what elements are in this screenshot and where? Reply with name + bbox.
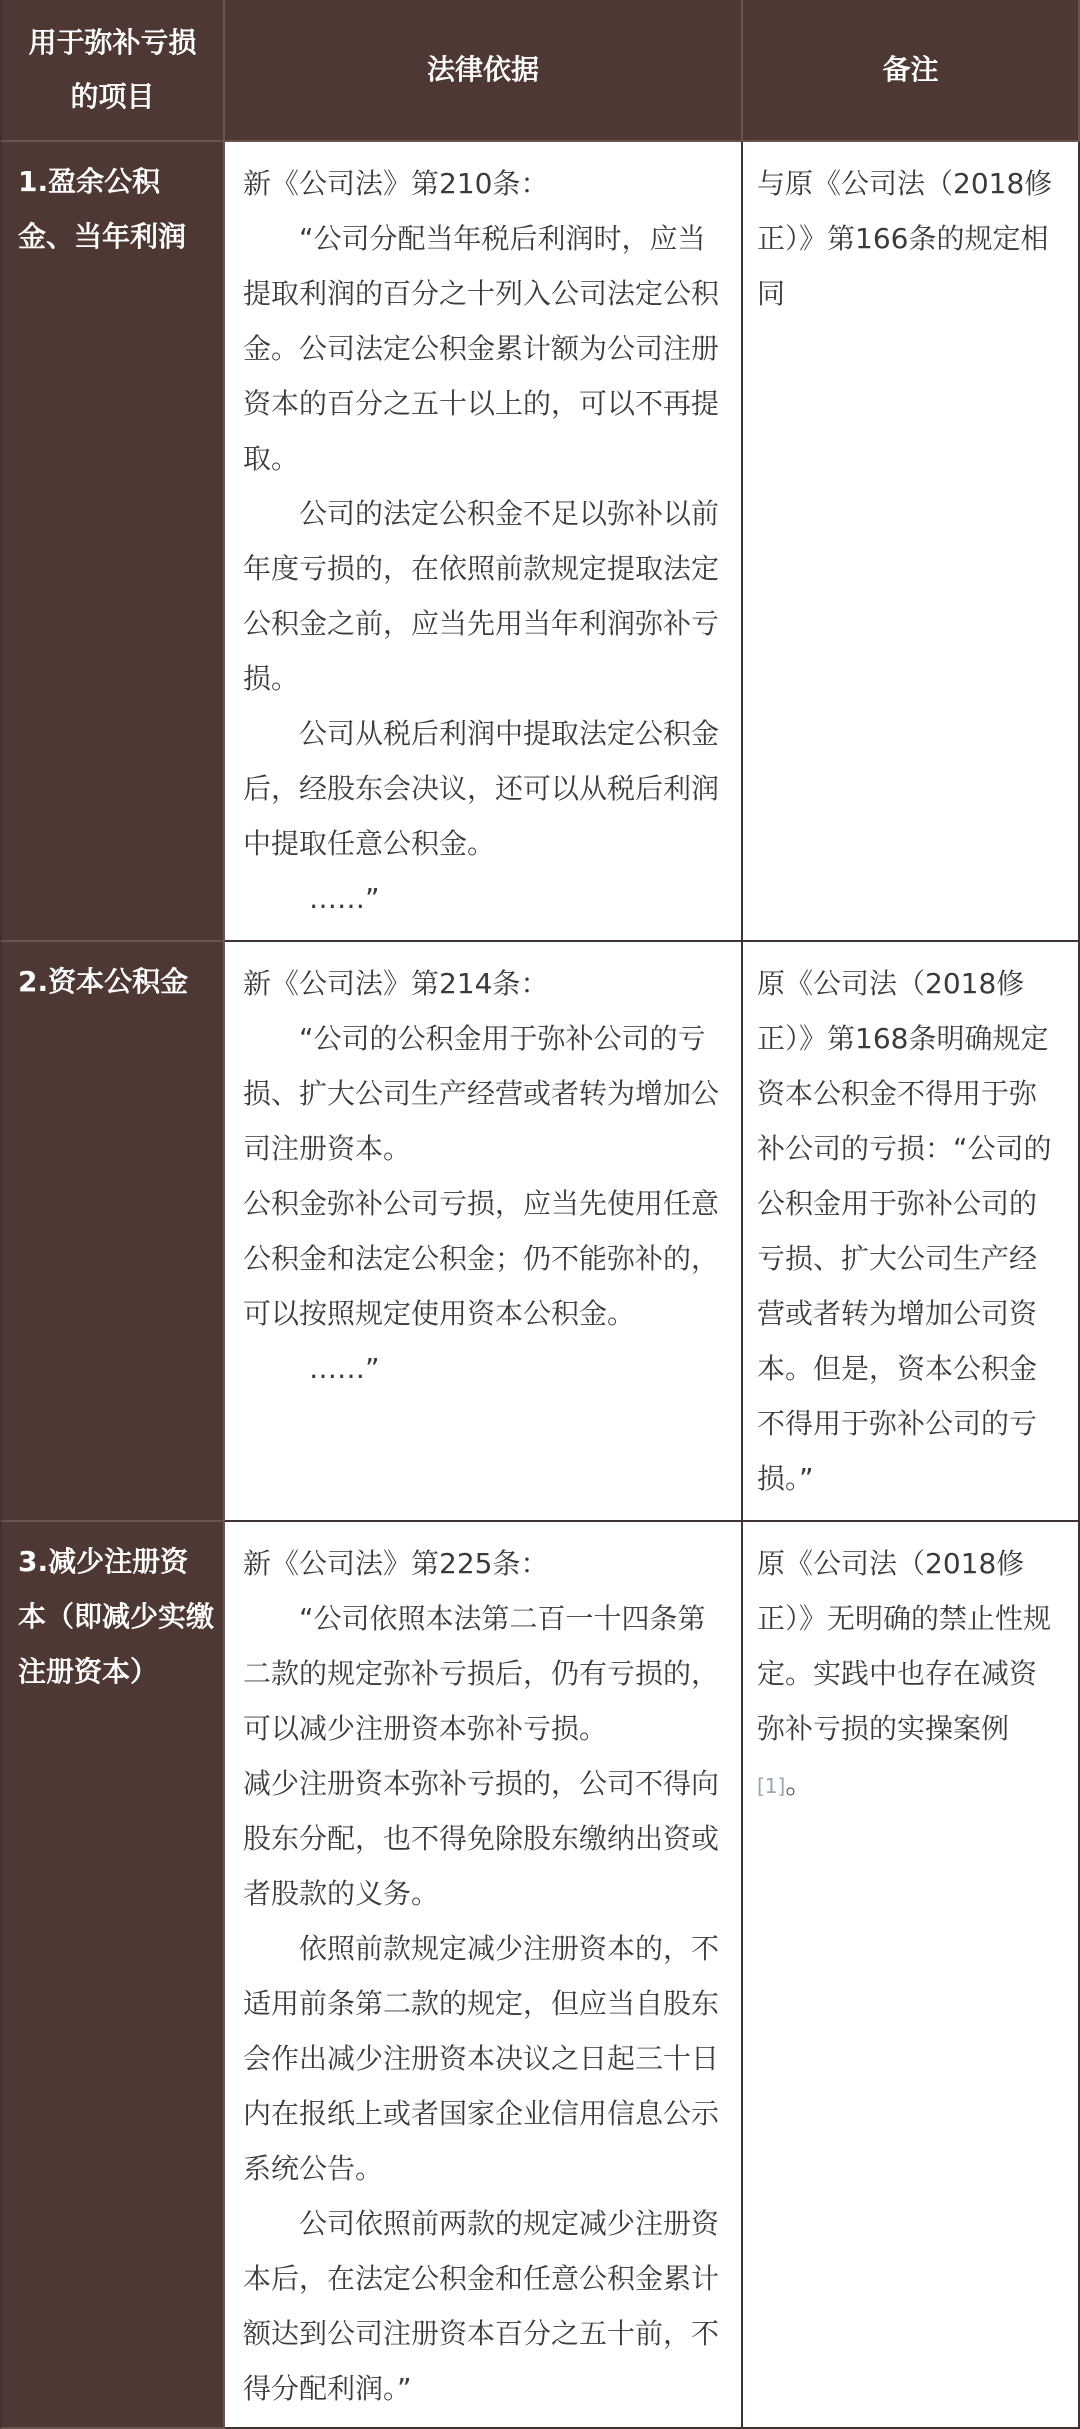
- note-text: 原《公司法（2018修正）》第168条明确规定资本公积金不得用于弥补公司的亏损：“公司的公积金用于弥补公司的亏损、扩大公司生产经营或者转为增加公司资本。但是，资本公积金不得用于弥补公司的亏损。”: [757, 967, 1052, 1495]
- row-2-item: 2.资本公积金: [0, 942, 225, 1522]
- law-paragraph: 公司的法定公积金不足以弥补以前年度亏损的，在依照前款规定提取法定公积金之前，应当先用当年利润弥补亏损。: [243, 497, 720, 695]
- law-paragraph: 公司从税后利润中提取法定公积金后，经股东会决议，还可以从税后利润中提取任意公积金。: [243, 717, 720, 860]
- row-2-note: [743, 942, 1080, 1522]
- law-paragraph: 公积金弥补公司亏损，应当先使用任意公积金和法定公积金；仍不能弥补的，可以按照规定使用资本公积金。: [243, 1187, 720, 1330]
- law-paragraph: “公司的公积金用于弥补公司的亏损、扩大公司生产经营或者转为增加公司注册资本。: [243, 1022, 720, 1165]
- header-note-column: 备注: [743, 0, 1080, 142]
- law-paragraph: 减少注册资本弥补亏损的，公司不得向股东分配，也不得免除股东缴纳出资或者股款的义务。: [243, 1767, 720, 1910]
- law-paragraph: 新《公司法》第214条：: [243, 967, 549, 1000]
- law-paragraph: 公司依照前两款的规定减少注册资本后，在法定公积金和任意公积金累计额达到公司注册资本百分之五十前，不得分配利润。”: [243, 2207, 720, 2405]
- law-paragraph: ……”: [309, 882, 380, 915]
- law-paragraph: “公司分配当年税后利润时，应当提取利润的百分之十列入公司法定公积金。公司法定公积金累计额为公司注册资本的百分之五十以上的，可以不再提取。: [243, 222, 720, 475]
- note-body: 原《公司法（2018修正）》无明确的禁止性规定。实践中也存在减资弥补亏损的实操案例: [757, 1547, 1052, 1745]
- law-paragraph: 新《公司法》第210条：: [243, 167, 549, 200]
- row-1-note: [743, 142, 1080, 942]
- law-paragraph: ……”: [309, 1352, 380, 1385]
- header-item-column: 用于弥补亏损 的项目: [0, 0, 225, 142]
- row-3-law: [225, 1522, 743, 2429]
- note-tail: 。: [785, 1767, 814, 1800]
- law-paragraph: “公司依照本法第二百一十四条第二款的规定弥补亏损后，仍有亏损的，可以减少注册资本弥补亏损。: [243, 1602, 720, 1745]
- row-1-item: 1.盈余公积金、当年利润: [0, 142, 225, 942]
- row-2-law: [225, 942, 743, 1522]
- note-text: [757, 1536, 1064, 1814]
- row-3-item: 3.减少注册资本（即减少实缴注册资本）: [0, 1522, 225, 2429]
- note-text: 与原《公司法（2018修正）》第166条的规定相同: [757, 167, 1053, 310]
- law-paragraph: 新《公司法》第225条：: [243, 1547, 549, 1580]
- law-paragraph: 依照前款规定减少注册资本的，不适用前条第二款的规定，但应当自股东会作出减少注册资本决议之日起三十日内在报纸上或者国家企业信用信息公示系统公告。: [243, 1932, 720, 2185]
- header-law-column: 法律依据: [225, 0, 743, 142]
- footnote-link[interactable]: [1]: [757, 1774, 786, 1798]
- row-1-law: [225, 142, 743, 942]
- row-3-note: [743, 1522, 1080, 2429]
